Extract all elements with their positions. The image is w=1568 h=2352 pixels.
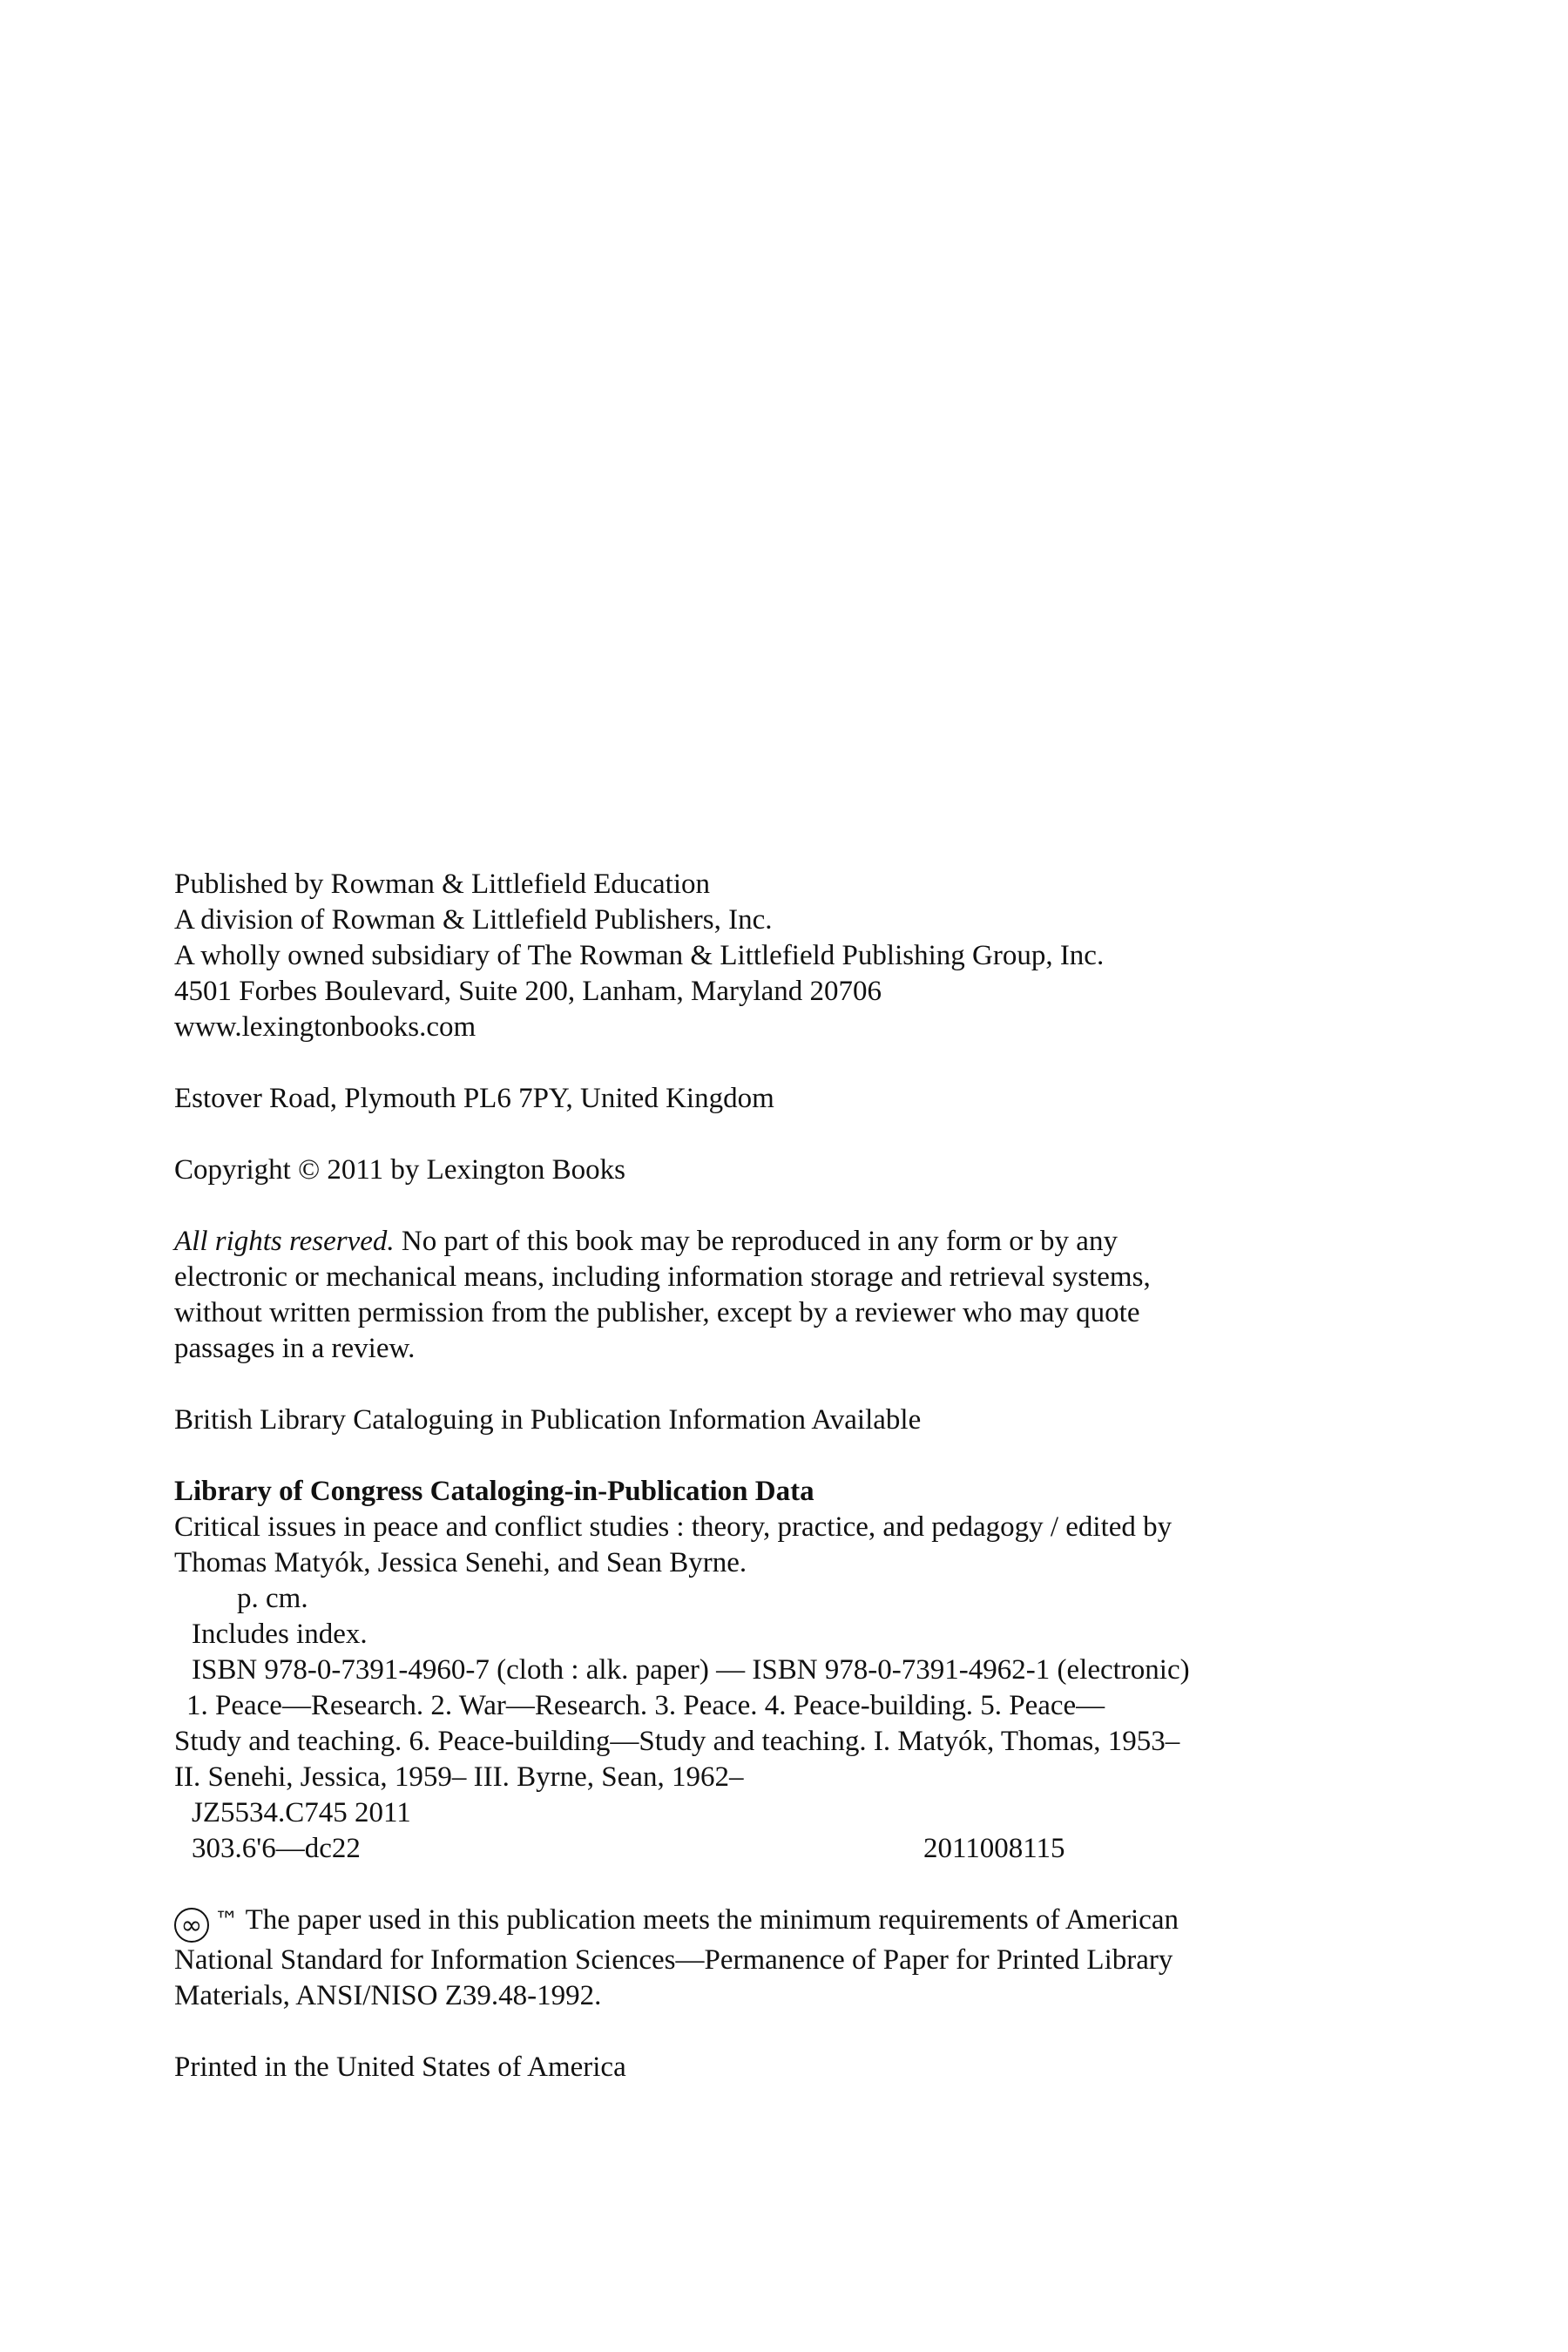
publisher-line: Published by Rowman & Littlefield Education <box>174 868 710 900</box>
uk-address: Estover Road, Plymouth PL6 7PY, United Kingdom <box>174 1083 774 1114</box>
rights-line-4: passages in a review. <box>174 1333 416 1364</box>
cip-index: Includes index. <box>192 1619 368 1650</box>
cip-dewey: 303.6'6—dc22 <box>192 1833 361 1864</box>
cip-subjects-line-3: II. Senehi, Jessica, 1959– III. Byrne, Sean, 1962– <box>174 1761 744 1793</box>
british-library-note: British Library Cataloguing in Publication Information Available <box>174 1404 922 1436</box>
cip-lc-class: JZ5534.C745 2011 <box>192 1797 411 1828</box>
copyright-notice: Copyright © 2011 by Lexington Books <box>174 1154 625 1186</box>
infinity-icon: ∞ <box>174 1908 209 1943</box>
paper-line-1-rest: The paper used in this publication meets the minimum requirements of American <box>239 1904 1179 1936</box>
cip-subjects-line-2: Study and teaching. 6. Peace-building—Study and teaching. I. Matyók, Thomas, 1953– <box>174 1726 1180 1757</box>
rights-line-2: electronic or mechanical means, including information storage and retrieval systems, <box>174 1261 1151 1293</box>
printed-in: Printed in the United States of America <box>174 2051 626 2083</box>
publisher-address: 4501 Forbes Boulevard, Suite 200, Lanham, Maryland 20706 <box>174 976 882 1007</box>
rights-line-1-rest: No part of this book may be reproduced in any form or by any <box>394 1226 1118 1257</box>
rights-notice <box>174 1224 1394 1367</box>
cip-lccn: 2011008115 <box>923 1833 1065 1864</box>
paper-notice <box>174 1903 1394 2014</box>
cip-title-line-1: Critical issues in peace and conflict studies : theory, practice, and pedagogy / edited by <box>174 1511 1173 1543</box>
rights-lead: All rights reserved. <box>174 1226 395 1257</box>
rights-line-1 <box>174 1224 1394 1260</box>
paper-line-1 <box>174 1903 1394 1943</box>
cip-title-line-2: Thomas Matyók, Jessica Senehi, and Sean Byrne. <box>174 1547 747 1578</box>
cip-isbn: ISBN 978-0-7391-4960-7 (cloth : alk. paper) — ISBN 978-0-7391-4962-1 (electronic) <box>192 1654 1190 1686</box>
copyright-block <box>174 867 1394 2085</box>
trademark-symbol: ™ <box>214 1906 239 1935</box>
publisher-website: www.lexingtonbooks.com <box>174 1011 476 1043</box>
cip-dewey-row <box>174 1831 1394 1867</box>
rights-line-3: without written permission from the publisher, except by a reviewer who may quote <box>174 1297 1140 1328</box>
publisher-division: A division of Rowman & Littlefield Publishers, Inc. <box>174 904 773 936</box>
cip-subjects-line-1: 1. Peace—Research. 2. War—Research. 3. Peace. 4. Peace-building. 5. Peace— <box>186 1690 1105 1721</box>
publisher-subsidiary: A wholly owned subsidiary of The Rowman & Littlefield Publishing Group, Inc. <box>174 940 1105 971</box>
paper-line-3: Materials, ANSI/NISO Z39.48-1992. <box>174 1980 602 2011</box>
cip-heading: Library of Congress Cataloging-in-Publication Data <box>174 1476 814 1507</box>
publisher-info <box>174 867 1394 1045</box>
paper-line-2: National Standard for Information Sciences—Permanence of Paper for Printed Library <box>174 1944 1173 1976</box>
cip-pages: p. cm. <box>237 1583 308 1614</box>
cip-data <box>174 1474 1394 1867</box>
